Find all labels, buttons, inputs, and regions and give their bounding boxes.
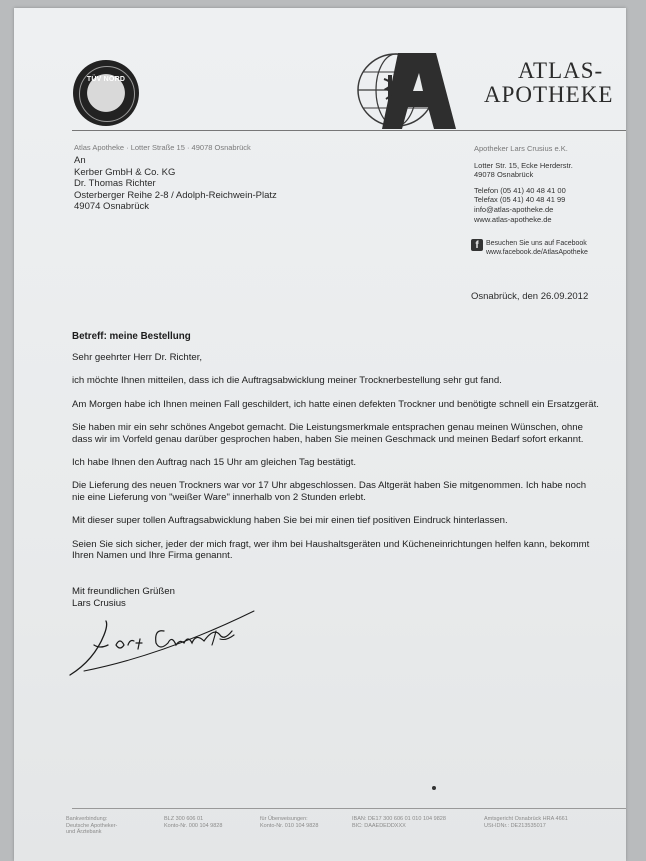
recipient-line: Dr. Thomas Richter (74, 178, 156, 190)
letter-subject: Betreff: meine Bestellung (72, 331, 191, 342)
atlas-globe-logo (356, 45, 458, 131)
web-line: www.atlas-apotheke.de (474, 214, 552, 224)
closing-phrase: Mit freundlichen Grüßen (72, 586, 175, 597)
footer-text: Deutsche Apotheker- (66, 822, 118, 829)
footer-column (66, 816, 117, 836)
body-paragraph: ich möchte Ihnen mitteilen, dass ich die Auftragsabwicklung meiner Trocknerbestellung sehr gut fand. (72, 375, 502, 387)
salutation: Sehr geehrter Herr Dr. Richter, (72, 352, 203, 363)
recipient-line: An (74, 155, 86, 166)
ink-spot (432, 786, 436, 790)
footer-column (484, 816, 568, 829)
recipient-line: Osterberger Reihe 2-8 / Adolph-Reichwein-Platz (74, 189, 277, 201)
tuv-badge-text: TÜV NORD (86, 76, 126, 83)
footer-text: und Ärztebank (66, 829, 102, 836)
city-line: 49078 Osnabrück (474, 170, 534, 180)
brand-line-2: APOTHEKE (484, 82, 614, 107)
recipient-address (74, 155, 277, 213)
footer-text: BIC: DAAEDEDDXXX (352, 822, 406, 829)
footer-text: Bankverbindung: (66, 816, 108, 822)
body-paragraph: Seien Sie sich sicher, jeder der mich fragt, wer ihm bei Haushaltsgeräten und Kücheneinrichtungen helfen kann, bekommt Ihren Namen und Ihre Firma genannt. (72, 538, 590, 562)
body-paragraph: Mit dieser super tollen Auftragsabwicklung haben Sie bei mir einen tief positiven Eindruck hinterlassen. (72, 515, 508, 527)
facebook-icon: f (471, 239, 483, 251)
owner-line: Apotheker Lars Crusius e.K. (474, 144, 568, 153)
footer-column (260, 816, 318, 829)
email-line: info@atlas-apotheke.de (474, 204, 554, 214)
brand-wordmark (484, 58, 613, 108)
letter-date: Osnabrück, den 26.09.2012 (471, 291, 589, 302)
handwritten-signature (64, 605, 264, 680)
street-line: Lotter Str. 15, Ecke Herderstr. (474, 160, 573, 170)
footer-text: Amtsgericht Osnabrück HRA 4661 (484, 816, 568, 822)
footer-text: Konto-Nr. 010 104 9828 (260, 822, 319, 829)
tuv-certification-logo (73, 60, 139, 126)
footer-text: USt-IDNr.: DE213535017 (484, 822, 546, 829)
brand-line-1: ATLAS- (518, 58, 604, 83)
footer-column (352, 816, 446, 829)
fax-line: Telefax (05 41) 40 48 41 99 (474, 195, 566, 205)
body-paragraph: Sie haben mir ein sehr schönes Angebot gemacht. Die Leistungsmerkmale entsprachen genau meinen Wünschen, ohne dass wir im Vorfeld genau darüber gesprochen haben, haben Sie meinen Geschmack und meinen Bedarf sofort erkannt. (72, 421, 584, 445)
facebook-line-2: www.facebook.de/AtlasApotheke (486, 249, 588, 256)
body-paragraph: Die Lieferung des neuen Trockners war vor 17 Uhr abgeschlossen. Das Altgerät haben Sie mitgenommen. Ich habe noch nie eine Lieferung von "weißer Ware" innerhalb von 2 Stunden erlebt. (72, 480, 587, 504)
contact-block (474, 144, 573, 224)
letter-body (72, 352, 600, 574)
footer-text: IBAN: DE17 300 606 01 010 104 9828 (352, 816, 446, 822)
footer-rule (72, 808, 626, 809)
signer-name: Lars Crusius (72, 597, 126, 609)
footer-text: Konto-Nr. 000 104 9828 (164, 822, 223, 829)
sender-address-line: Atlas Apotheke · Lotter Straße 15 · 49078 Osnabrück (74, 143, 251, 152)
letter-page (14, 8, 626, 861)
footer-text: BLZ 300 606 01 (164, 816, 204, 822)
phone-line: Telefon (05 41) 40 48 41 00 (474, 185, 566, 195)
footer-text: für Überweisungen: (260, 816, 308, 822)
body-paragraph: Am Morgen habe ich Ihnen meinen Fall geschildert, ich hatte einen defekten Trockner und benötigte schnell ein Ersatzgerät. (72, 398, 599, 410)
body-paragraph: Ich habe Ihnen den Auftrag nach 15 Uhr am gleichen Tag bestätigt. (72, 456, 357, 468)
facebook-notice (471, 239, 588, 257)
facebook-line-1: Besuchen Sie uns auf Facebook (486, 240, 587, 247)
footer-column (164, 816, 222, 829)
header-rule (72, 130, 626, 131)
recipient-line: Kerber GmbH & Co. KG (74, 166, 176, 178)
recipient-line: 49074 Osnabrück (74, 201, 149, 213)
